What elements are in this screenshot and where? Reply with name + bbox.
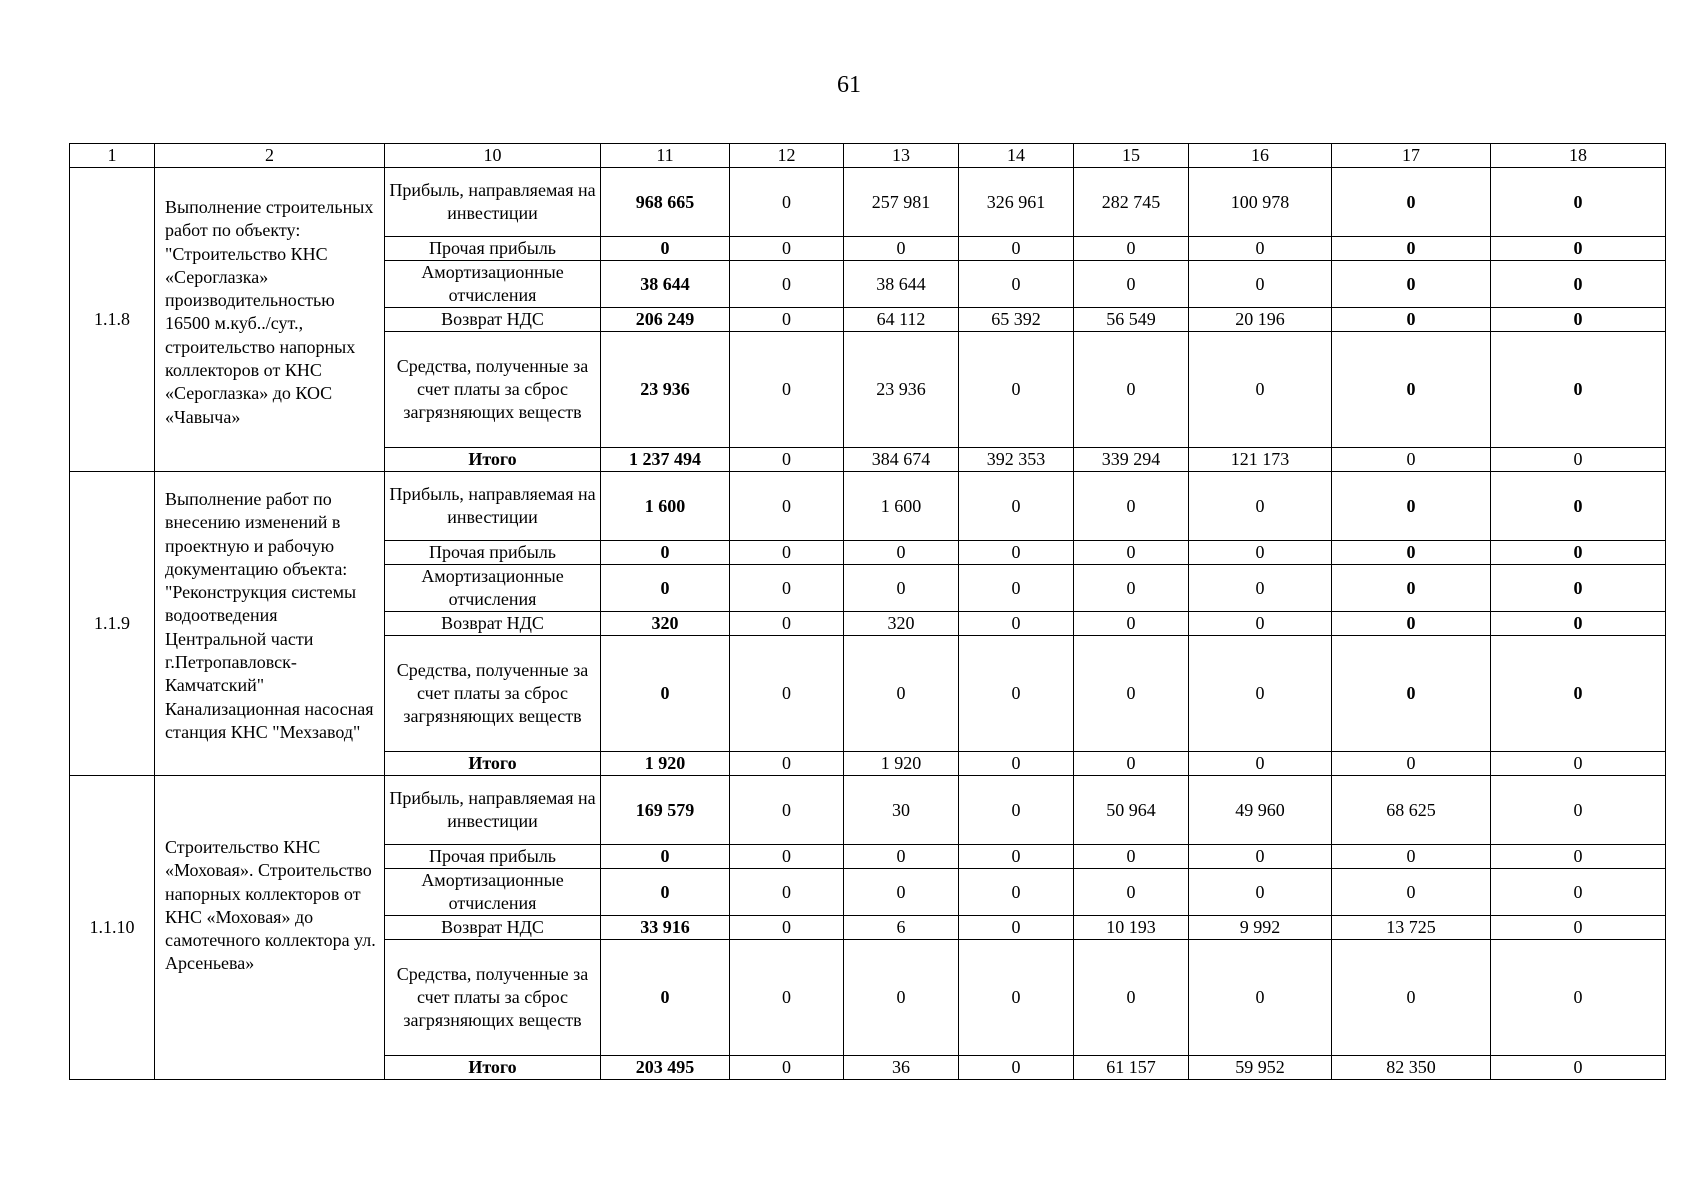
item-number: 1.1.8 xyxy=(70,168,155,472)
value-cell: 0 xyxy=(601,845,730,869)
value-cell: 0 xyxy=(1074,752,1189,776)
funding-source-label: Прибыль, направляемая на инвестиции xyxy=(385,472,601,541)
value-cell: 0 xyxy=(1491,636,1666,752)
value-cell: 0 xyxy=(1074,472,1189,541)
value-cell: 49 960 xyxy=(1189,776,1332,845)
header-cell: 14 xyxy=(959,144,1074,168)
item-description xyxy=(155,776,385,1080)
value-cell: 0 xyxy=(730,472,844,541)
value-cell: 1 237 494 xyxy=(601,448,730,472)
funding-source-label: Средства, полученные за счет платы за сброс загрязняющих веществ xyxy=(385,940,601,1056)
header-cell: 12 xyxy=(730,144,844,168)
value-cell: 0 xyxy=(1491,845,1666,869)
value-cell: 0 xyxy=(844,940,959,1056)
value-cell: 0 xyxy=(1332,261,1491,308)
value-cell: 0 xyxy=(1074,845,1189,869)
value-cell: 0 xyxy=(959,541,1074,565)
value-cell: 257 981 xyxy=(844,168,959,237)
value-cell: 0 xyxy=(959,1056,1074,1080)
value-cell: 10 193 xyxy=(1074,916,1189,940)
funding-source-label: Прочая прибыль xyxy=(385,845,601,869)
value-cell: 0 xyxy=(730,869,844,916)
funding-source-label: Возврат НДС xyxy=(385,308,601,332)
value-cell: 968 665 xyxy=(601,168,730,237)
value-cell: 0 xyxy=(1491,565,1666,612)
value-cell: 0 xyxy=(1074,940,1189,1056)
value-cell: 0 xyxy=(844,565,959,612)
value-cell: 0 xyxy=(959,869,1074,916)
value-cell: 0 xyxy=(730,168,844,237)
header-cell: 17 xyxy=(1332,144,1491,168)
value-cell: 0 xyxy=(1332,332,1491,448)
value-cell: 0 xyxy=(1491,940,1666,1056)
value-cell: 392 353 xyxy=(959,448,1074,472)
value-cell: 38 644 xyxy=(601,261,730,308)
value-cell: 0 xyxy=(1074,332,1189,448)
value-cell: 0 xyxy=(1332,940,1491,1056)
value-cell: 0 xyxy=(1189,752,1332,776)
value-cell: 0 xyxy=(730,541,844,565)
value-cell: 0 xyxy=(959,776,1074,845)
value-cell: 61 157 xyxy=(1074,1056,1189,1080)
funding-source-label: Амортизационные отчисления xyxy=(385,565,601,612)
value-cell: 0 xyxy=(730,612,844,636)
value-cell: 100 978 xyxy=(1189,168,1332,237)
value-cell: 0 xyxy=(730,636,844,752)
value-cell: 0 xyxy=(1189,869,1332,916)
value-cell: 1 920 xyxy=(844,752,959,776)
value-cell: 0 xyxy=(601,541,730,565)
funding-source-label: Возврат НДС xyxy=(385,916,601,940)
item-description xyxy=(155,472,385,776)
value-cell: 0 xyxy=(1189,237,1332,261)
value-cell: 326 961 xyxy=(959,168,1074,237)
value-cell: 0 xyxy=(1332,168,1491,237)
value-cell: 0 xyxy=(959,940,1074,1056)
value-cell: 0 xyxy=(1332,565,1491,612)
value-cell: 0 xyxy=(1074,612,1189,636)
value-cell: 0 xyxy=(1332,472,1491,541)
value-cell: 0 xyxy=(1332,448,1491,472)
value-cell: 0 xyxy=(1074,237,1189,261)
value-cell: 0 xyxy=(1491,776,1666,845)
value-cell: 0 xyxy=(1189,541,1332,565)
funding-source-label: Амортизационные отчисления xyxy=(385,261,601,308)
value-cell: 320 xyxy=(844,612,959,636)
value-cell: 0 xyxy=(1332,541,1491,565)
page-number: 61 xyxy=(837,72,861,98)
header-cell: 18 xyxy=(1491,144,1666,168)
funding-source-label: Амортизационные отчисления xyxy=(385,869,601,916)
value-cell: 1 600 xyxy=(844,472,959,541)
value-cell: 0 xyxy=(1189,332,1332,448)
value-cell: 65 392 xyxy=(959,308,1074,332)
value-cell: 0 xyxy=(1491,916,1666,940)
value-cell: 64 112 xyxy=(844,308,959,332)
value-cell: 0 xyxy=(730,752,844,776)
value-cell: 0 xyxy=(1491,1056,1666,1080)
value-cell: 0 xyxy=(1491,472,1666,541)
value-cell: 0 xyxy=(730,261,844,308)
value-cell: 50 964 xyxy=(1074,776,1189,845)
value-cell: 33 916 xyxy=(601,916,730,940)
header-cell: 11 xyxy=(601,144,730,168)
value-cell: 0 xyxy=(1491,752,1666,776)
item-number: 1.1.9 xyxy=(70,472,155,776)
table-row xyxy=(70,776,1666,845)
value-cell: 82 350 xyxy=(1332,1056,1491,1080)
value-cell: 0 xyxy=(1491,168,1666,237)
header-cell: 2 xyxy=(155,144,385,168)
value-cell: 0 xyxy=(1491,332,1666,448)
value-cell: 0 xyxy=(1332,308,1491,332)
value-cell: 0 xyxy=(959,261,1074,308)
funding-source-label: Средства, полученные за счет платы за сброс загрязняющих веществ xyxy=(385,636,601,752)
header-cell: 16 xyxy=(1189,144,1332,168)
value-cell: 0 xyxy=(959,472,1074,541)
value-cell: 6 xyxy=(844,916,959,940)
value-cell: 0 xyxy=(1189,940,1332,1056)
value-cell: 0 xyxy=(601,636,730,752)
value-cell: 0 xyxy=(730,565,844,612)
value-cell: 20 196 xyxy=(1189,308,1332,332)
funding-source-label: Итого xyxy=(385,448,601,472)
value-cell: 121 173 xyxy=(1189,448,1332,472)
value-cell: 0 xyxy=(844,636,959,752)
item-description-text: Выполнение работ по внесению изменений в проектную и рабочую документацию объекта: "Реконструкция системы водоотведения Центральной части г.Петропавловск-Камчатский" Канализационная насосная станция КНС "Мехзавод" xyxy=(165,489,374,742)
value-cell: 1 600 xyxy=(601,472,730,541)
value-cell: 0 xyxy=(1189,612,1332,636)
value-cell: 0 xyxy=(844,541,959,565)
value-cell: 0 xyxy=(959,565,1074,612)
value-cell: 384 674 xyxy=(844,448,959,472)
value-cell: 169 579 xyxy=(601,776,730,845)
value-cell: 0 xyxy=(844,869,959,916)
value-cell: 0 xyxy=(730,845,844,869)
value-cell: 0 xyxy=(1189,565,1332,612)
value-cell: 0 xyxy=(730,448,844,472)
header-cell: 13 xyxy=(844,144,959,168)
value-cell: 23 936 xyxy=(844,332,959,448)
financing-table xyxy=(69,143,1666,1080)
value-cell: 59 952 xyxy=(1189,1056,1332,1080)
value-cell: 0 xyxy=(730,237,844,261)
value-cell: 0 xyxy=(1491,261,1666,308)
value-cell: 0 xyxy=(1074,261,1189,308)
value-cell: 0 xyxy=(1332,752,1491,776)
value-cell: 0 xyxy=(959,636,1074,752)
funding-source-label: Итого xyxy=(385,752,601,776)
value-cell: 0 xyxy=(1074,636,1189,752)
value-cell: 0 xyxy=(959,845,1074,869)
value-cell: 0 xyxy=(1491,612,1666,636)
value-cell: 206 249 xyxy=(601,308,730,332)
value-cell: 36 xyxy=(844,1056,959,1080)
value-cell: 0 xyxy=(1491,237,1666,261)
value-cell: 0 xyxy=(730,332,844,448)
funding-source-label: Прочая прибыль xyxy=(385,237,601,261)
value-cell: 0 xyxy=(959,332,1074,448)
value-cell: 23 936 xyxy=(601,332,730,448)
funding-source-label: Возврат НДС xyxy=(385,612,601,636)
value-cell: 38 644 xyxy=(844,261,959,308)
item-description-text: Строительство КНС «Моховая». Строительство напорных коллекторов от КНС «Моховая» до самотечного коллектора ул. Арсеньева» xyxy=(165,837,376,974)
value-cell: 0 xyxy=(1189,845,1332,869)
value-cell: 0 xyxy=(601,940,730,1056)
value-cell: 0 xyxy=(1189,472,1332,541)
funding-source-label: Прибыль, направляемая на инвестиции xyxy=(385,168,601,237)
value-cell: 0 xyxy=(1074,869,1189,916)
value-cell: 0 xyxy=(1189,261,1332,308)
value-cell: 0 xyxy=(959,916,1074,940)
value-cell: 13 725 xyxy=(1332,916,1491,940)
funding-source-label: Прочая прибыль xyxy=(385,541,601,565)
value-cell: 0 xyxy=(1332,612,1491,636)
value-cell: 0 xyxy=(959,752,1074,776)
value-cell: 1 920 xyxy=(601,752,730,776)
value-cell: 0 xyxy=(1491,541,1666,565)
value-cell: 9 992 xyxy=(1189,916,1332,940)
value-cell: 0 xyxy=(730,916,844,940)
value-cell: 0 xyxy=(844,237,959,261)
header-cell: 1 xyxy=(70,144,155,168)
value-cell: 0 xyxy=(1074,565,1189,612)
funding-source-label: Прибыль, направляемая на инвестиции xyxy=(385,776,601,845)
value-cell: 282 745 xyxy=(1074,168,1189,237)
value-cell: 0 xyxy=(730,940,844,1056)
value-cell: 0 xyxy=(1332,237,1491,261)
value-cell: 0 xyxy=(1332,845,1491,869)
value-cell: 0 xyxy=(730,1056,844,1080)
table-row xyxy=(70,472,1666,541)
funding-source-label: Итого xyxy=(385,1056,601,1080)
value-cell: 0 xyxy=(601,237,730,261)
value-cell: 0 xyxy=(1491,308,1666,332)
header-row xyxy=(70,144,1666,168)
value-cell: 0 xyxy=(1332,869,1491,916)
item-description-text: Выполнение строительных работ по объекту: "Строительство КНС «Сероглазка» производительностью 16500 м.куб../сут., строительство напорных коллекторов от КНС «Сероглазка» до КОС «Чавыча» xyxy=(165,197,374,427)
header-cell: 15 xyxy=(1074,144,1189,168)
value-cell: 0 xyxy=(844,845,959,869)
value-cell: 339 294 xyxy=(1074,448,1189,472)
value-cell: 320 xyxy=(601,612,730,636)
value-cell: 56 549 xyxy=(1074,308,1189,332)
value-cell: 30 xyxy=(844,776,959,845)
header-cell: 10 xyxy=(385,144,601,168)
value-cell: 0 xyxy=(730,776,844,845)
value-cell: 0 xyxy=(959,237,1074,261)
value-cell: 0 xyxy=(601,565,730,612)
value-cell: 0 xyxy=(1332,636,1491,752)
value-cell: 0 xyxy=(730,308,844,332)
value-cell: 0 xyxy=(1491,448,1666,472)
value-cell: 0 xyxy=(959,612,1074,636)
value-cell: 0 xyxy=(1189,636,1332,752)
value-cell: 0 xyxy=(1491,869,1666,916)
item-number: 1.1.10 xyxy=(70,776,155,1080)
item-description xyxy=(155,168,385,472)
funding-source-label: Средства, полученные за счет платы за сброс загрязняющих веществ xyxy=(385,332,601,448)
table-row xyxy=(70,168,1666,237)
value-cell: 0 xyxy=(601,869,730,916)
value-cell: 0 xyxy=(1074,541,1189,565)
value-cell: 203 495 xyxy=(601,1056,730,1080)
value-cell: 68 625 xyxy=(1332,776,1491,845)
